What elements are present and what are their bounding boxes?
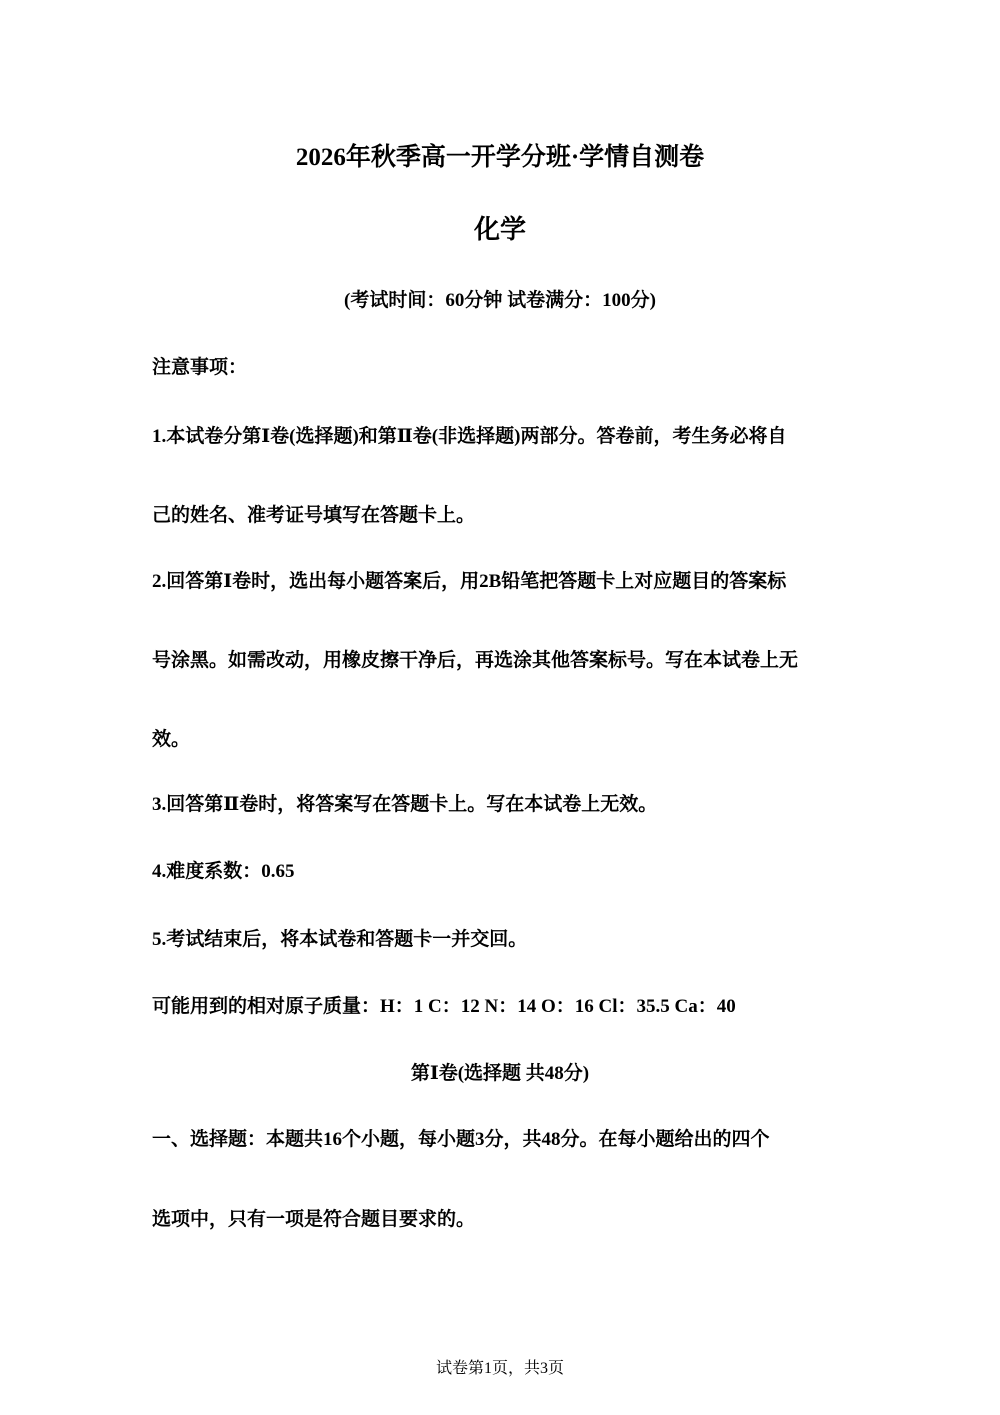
notes-heading: 注意事项： [152,357,248,378]
page-footer: 试卷第1页，共3页 [435,1360,564,1377]
exam-info: (考试时间：60分钟 试卷满分：100分) [344,290,656,311]
note-line: 4.难度系数：0.65 [152,861,295,882]
section-instruction-line: 一、选择题：本题共16个小题，每小题3分，共48分。在每小题给出的四个 [152,1129,770,1150]
note-line: 1.本试卷分第Ⅰ卷(选择题)和第Ⅱ卷(非选择题)两部分。答卷前，考生务必将自 [152,426,787,447]
atomic-masses: 可能用到的相对原子质量：H：1 C：12 N：14 O：16 Cl：35.5 Ca：40 [152,996,736,1017]
subject-title: 化学 [473,215,526,244]
note-line: 号涂黑。如需改动，用橡皮擦干净后，再选涂其他答案标号。写在本试卷上无 [152,650,799,671]
note-line: 5.考试结束后，将本试卷和答题卡一并交回。 [152,929,528,950]
note-line: 己的姓名、准考证号填写在答题卡上。 [152,505,476,526]
section-instruction-line: 选项中，只有一项是符合题目要求的。 [152,1209,476,1230]
note-line: 2.回答第Ⅰ卷时，选出每小题答案后，用2B铅笔把答题卡上对应题目的答案标 [152,571,787,592]
note-line: 3.回答第Ⅱ卷时，将答案写在答题卡上。写在本试卷上无效。 [152,794,658,815]
section-heading: 第Ⅰ卷(选择题 共48分) [410,1063,590,1084]
exam-title: 2026年秋季高一开学分班·学情自测卷 [295,144,705,171]
note-line: 效。 [152,729,191,750]
